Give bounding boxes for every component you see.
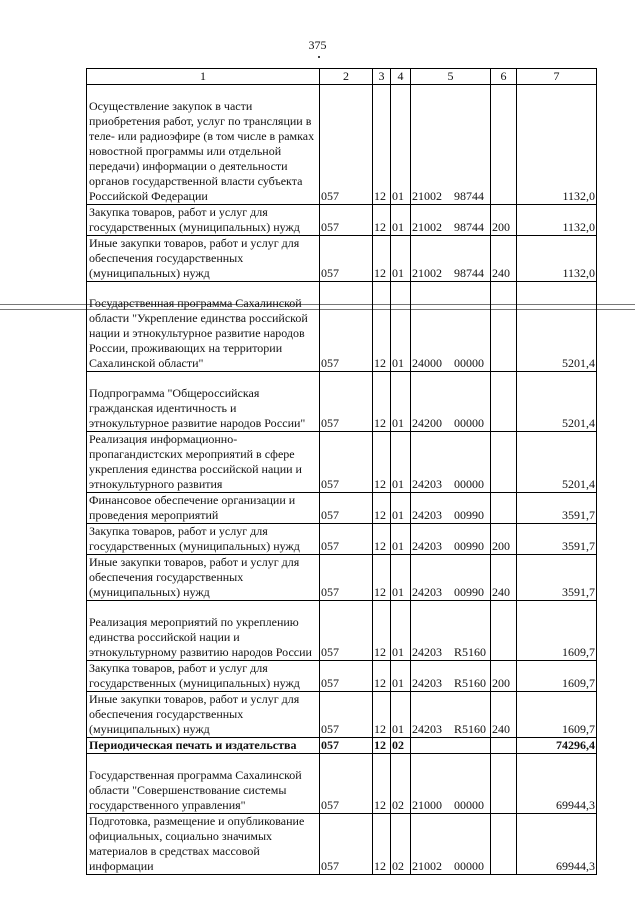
row-pr: 01 [391,493,411,524]
header-cell: 3 [373,69,391,85]
table-row [87,282,597,372]
row-vr [491,738,517,754]
row-pr: 01 [391,205,411,236]
target-code-part2: 00990 [454,585,484,599]
row-name: Подпрограмма "Общероссийская гражданская идентичность и этнокультурное развитие народов России" [87,372,320,432]
header-cell: 2 [320,69,373,85]
row-ved: 057 [320,372,373,432]
row-rz: 12 [373,282,391,372]
row-sum: 1132,0 [517,85,597,205]
row-ved: 057 [320,661,373,692]
row-rz: 12 [373,236,391,282]
row-name: Реализация мероприятий по укреплению единства российской нации и этнокультурному развитию народов России [87,601,320,661]
row-vr: 240 [491,692,517,738]
target-code-part2: 00000 [454,859,484,873]
row-name: Государственная программа Сахалинской области "Укрепление единства российской нации и этнокультурное развитие народов России, проживающих на территории Сахалинской области" [87,282,320,372]
row-name: Подготовка, размещение и опубликование официальных, социально значимых материалов в средствах массовой информации [87,814,320,875]
row-name: Реализация информационно-пропагандистских мероприятий в сфере укрепления единства российской нации и этнокультурного развития [87,432,320,493]
header-cell: 4 [391,69,411,85]
target-code-part2: R5160 [454,676,487,690]
row-vr: 240 [491,236,517,282]
row-sum: 1609,7 [517,601,597,661]
header-cell: 6 [491,69,517,85]
row-pr: 02 [391,754,411,814]
row-target-code [411,524,491,555]
row-ved: 057 [320,236,373,282]
target-code-part2: R5160 [454,722,487,736]
table-row [87,692,597,738]
target-code-part2: 00000 [454,477,484,491]
header-cell: 7 [517,69,597,85]
row-target-code [411,85,491,205]
table-body [87,69,597,875]
row-sum: 5201,4 [517,372,597,432]
target-code-part1: 21002 [412,220,442,234]
target-code-part2: 00000 [454,356,484,370]
target-code-part2: 98744 [454,266,484,280]
target-code-part2: 00000 [454,416,484,430]
row-ved: 057 [320,601,373,661]
row-ved: 057 [320,282,373,372]
table-row [87,754,597,814]
row-target-code [411,432,491,493]
row-sum: 69944,3 [517,754,597,814]
table-row [87,601,597,661]
row-rz: 12 [373,205,391,236]
row-ved: 057 [320,205,373,236]
row-target-code [411,493,491,524]
row-vr: 200 [491,205,517,236]
row-target-code [411,754,491,814]
row-ved: 057 [320,432,373,493]
scan-speck [318,56,320,58]
target-code-part1: 24203 [412,676,442,690]
target-code-part2: R5160 [454,645,487,659]
target-code-part1: 24203 [412,477,442,491]
target-code-part1: 24203 [412,508,442,522]
header-row [87,69,597,85]
page-number: 375 [308,38,327,52]
target-code-part1: 21002 [412,189,442,203]
row-pr: 01 [391,282,411,372]
row-name: Финансовое обеспечение организации и проведения мероприятий [87,493,320,524]
target-code-part1: 24203 [412,645,442,659]
header-cell: 1 [87,69,320,85]
row-rz: 12 [373,601,391,661]
table-row [87,738,597,754]
row-rz: 12 [373,432,391,493]
target-code-part1: 24200 [412,416,442,430]
row-rz: 12 [373,738,391,754]
row-ved: 057 [320,814,373,875]
row-rz: 12 [373,661,391,692]
row-rz: 12 [373,814,391,875]
row-target-code [411,282,491,372]
row-vr [491,601,517,661]
row-vr [491,754,517,814]
row-target-code [411,738,491,754]
row-pr: 01 [391,601,411,661]
row-name: Иные закупки товаров, работ и услуг для обеспечения государственных (муниципальных) нужд [87,555,320,601]
row-sum: 5201,4 [517,432,597,493]
table-row [87,661,597,692]
row-ved: 057 [320,524,373,555]
row-pr: 01 [391,661,411,692]
target-code-part1: 21002 [412,859,442,873]
row-name: Периодическая печать и издательства [87,738,320,754]
row-pr: 01 [391,85,411,205]
target-code-part2: 98744 [454,220,484,234]
row-pr: 01 [391,432,411,493]
row-ved: 057 [320,738,373,754]
row-ved: 057 [320,692,373,738]
row-name: Иные закупки товаров, работ и услуг для обеспечения государственных (муниципальных) нужд [87,236,320,282]
row-ved: 057 [320,493,373,524]
row-rz: 12 [373,372,391,432]
row-vr [491,814,517,875]
target-code-part1: 24203 [412,539,442,553]
row-target-code [411,692,491,738]
row-vr: 200 [491,661,517,692]
row-ved: 057 [320,85,373,205]
table-row [87,814,597,875]
row-sum: 1132,0 [517,236,597,282]
row-sum: 5201,4 [517,282,597,372]
row-pr: 01 [391,524,411,555]
row-target-code [411,601,491,661]
row-ved: 057 [320,555,373,601]
row-rz: 12 [373,555,391,601]
target-code-part2: 00990 [454,539,484,553]
row-name: Государственная программа Сахалинской области "Совершенствование системы государственного управления" [87,754,320,814]
row-sum: 3591,7 [517,555,597,601]
row-name: Закупка товаров, работ и услуг для государственных (муниципальных) нужд [87,524,320,555]
row-sum: 69944,3 [517,814,597,875]
target-code-part1: 24000 [412,356,442,370]
target-code-part2: 98744 [454,189,484,203]
row-name: Закупка товаров, работ и услуг для государственных (муниципальных) нужд [87,661,320,692]
row-target-code [411,236,491,282]
target-code-part2: 00990 [454,508,484,522]
row-vr: 240 [491,555,517,601]
row-target-code [411,555,491,601]
row-sum: 74296,4 [517,738,597,754]
row-pr: 01 [391,236,411,282]
row-vr [491,85,517,205]
row-pr: 01 [391,692,411,738]
row-vr [491,372,517,432]
table-row [87,372,597,432]
row-target-code [411,661,491,692]
target-code-part1: 24203 [412,585,442,599]
row-rz: 12 [373,524,391,555]
target-code-part1: 21002 [412,266,442,280]
header-cell: 5 [411,69,491,85]
table-row [87,85,597,205]
row-vr [491,493,517,524]
row-ved: 057 [320,754,373,814]
table-row [87,432,597,493]
row-vr: 200 [491,524,517,555]
table-row [87,236,597,282]
row-target-code [411,372,491,432]
target-code-part1: 24203 [412,722,442,736]
row-sum: 1609,7 [517,692,597,738]
row-name: Закупка товаров, работ и услуг для государственных (муниципальных) нужд [87,205,320,236]
row-sum: 3591,7 [517,493,597,524]
row-sum: 1609,7 [517,661,597,692]
row-vr [491,282,517,372]
row-pr: 02 [391,814,411,875]
table-row [87,205,597,236]
row-pr: 01 [391,372,411,432]
table-row [87,524,597,555]
row-target-code [411,205,491,236]
target-code-part1: 21000 [412,798,442,812]
target-code-part2: 00000 [454,798,484,812]
row-name: Осуществление закупок в части приобретения работ, услуг по трансляции в теле- или радиоэфире (в том числе в рамках новостной программы или отдельной передачи) информации о деятельности органов государственной власти субъекта Российской Федерации [87,85,320,205]
table-row [87,555,597,601]
row-rz: 12 [373,692,391,738]
row-rz: 12 [373,85,391,205]
table-row [87,493,597,524]
row-sum: 1132,0 [517,205,597,236]
row-sum: 3591,7 [517,524,597,555]
row-target-code [411,814,491,875]
row-pr: 02 [391,738,411,754]
row-name: Иные закупки товаров, работ и услуг для обеспечения государственных (муниципальных) нужд [87,692,320,738]
row-vr [491,432,517,493]
budget-table [86,68,597,875]
row-rz: 12 [373,754,391,814]
row-rz: 12 [373,493,391,524]
row-pr: 01 [391,555,411,601]
